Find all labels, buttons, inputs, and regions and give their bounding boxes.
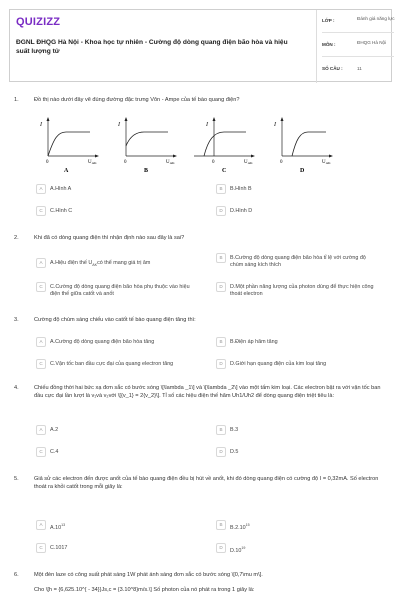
option-letter: D	[216, 359, 226, 369]
option-text: B.3	[230, 426, 239, 433]
option-text: C.Hình C	[50, 207, 73, 214]
option-letter: C	[36, 543, 46, 553]
option-text: B.Điện áp hãm tăng	[230, 338, 278, 345]
question-text: Cường độ chùm sáng chiếu vào catốt tế bào quang điện tăng thì:	[34, 317, 196, 323]
origin-label: 0	[212, 160, 215, 165]
option-text: D.Một phần năng lượng của photon dùng để thực hiện công thoát electron	[230, 283, 374, 297]
question-text: Một đèn laze có công suất phát sáng 1W phát ánh sáng đơn sắc có bước sóng \[0,7\mu m\].	[34, 572, 263, 578]
option-letter: B	[216, 337, 226, 347]
option-text: $D.10^{19}$	[230, 545, 246, 554]
option-text: D.Hình D	[230, 207, 253, 214]
option-letter: B	[216, 253, 226, 263]
axis-y-label: I	[274, 122, 276, 128]
axis-x-label: $U_{AK}$	[322, 160, 331, 165]
subject-label: MÔN :	[322, 42, 336, 47]
graph-label-a: A	[64, 168, 69, 174]
worksheet-title: ĐGNL ĐHQG Hà Nội - Khoa học tự nhiên - Cường độ dòng quang điện bão hòa và hiệu suất lượng tử	[16, 39, 288, 55]
option-text: B.Hình B	[230, 185, 252, 192]
option-letter: D	[216, 543, 226, 553]
meta-divider	[322, 32, 394, 33]
graph-b	[117, 117, 177, 174]
graph-c	[194, 117, 255, 174]
quizizz-logo: QUIZIZZ	[16, 16, 61, 28]
option-text: D.Giới hạn quang điện của kim loại tăng	[230, 360, 327, 367]
option-text: A.Cường độ dòng quang điện bão hòa tăng	[50, 338, 155, 345]
option-text: B.Cường độ dòng quang điện bão hòa tỉ lệ với cường độ chùm sáng kích thích	[230, 254, 366, 268]
origin-label: 0	[46, 160, 49, 165]
iv-graphs-figure	[36, 116, 336, 174]
axis-y-label: I	[118, 122, 120, 128]
question-text: Cho \[h = {6,625.10^{ - 34}}Js,c = {3.10^8}m/s.\] Số photon của nó phát ra trong 1 giây là:	[34, 587, 255, 593]
subject-value: ĐHQG Hà Nội	[357, 40, 387, 45]
option-letter: A	[36, 520, 46, 530]
option-text: A.2	[50, 426, 59, 433]
graph-label-c: C	[222, 168, 227, 174]
option-text: D.5	[230, 448, 239, 455]
axis-x-label: $U_{AK}$	[244, 160, 253, 165]
option-letter: D	[216, 447, 226, 457]
meta-divider	[322, 56, 394, 57]
graph-a	[39, 117, 99, 174]
class-label: LỚP :	[322, 18, 335, 23]
option-letter: C	[36, 206, 46, 216]
question-number: 5.	[14, 476, 19, 482]
origin-label: 0	[280, 160, 283, 165]
question-count-label: SỐ CÂU :	[322, 66, 343, 71]
question-number: 4.	[14, 385, 19, 391]
axis-x-label: $U_{AK}$	[166, 160, 175, 165]
option-text: C.Vận tốc ban đầu cực đại của quang electron tăng	[50, 360, 174, 367]
option-letter: B	[216, 520, 226, 530]
graph-label-b: B	[144, 168, 149, 174]
class-value: Đánh giá năng lực	[357, 16, 395, 21]
worksheet-header	[9, 9, 395, 82]
option-letter: A	[36, 425, 46, 435]
option-letter: A	[36, 184, 46, 194]
axis-x-label: $U_{AK}$	[88, 160, 97, 165]
option-letter: C	[36, 447, 46, 457]
option-letter: D	[216, 282, 226, 292]
question-number: 6.	[14, 572, 19, 578]
option-letter: A	[36, 337, 46, 347]
header-divider	[316, 10, 317, 83]
option-text: B.2.10$^{15}$	[230, 522, 250, 531]
question-count-value: 11	[357, 66, 362, 71]
graph-label-d: D	[300, 168, 305, 174]
question-number: 1.	[14, 97, 19, 103]
option-letter: B	[216, 184, 226, 194]
question-text: Giả sử các electron đến được anốt của tế bào quang điện đều bị hút về anốt, khi đó dòng quang điện có cường độ I = 0,32mA. Số electron thoát ra khỏi catốt trong mỗi giây là:	[34, 476, 379, 490]
axis-y-label: I	[206, 122, 208, 128]
question-number: 3.	[14, 317, 19, 323]
option-letter: A	[36, 258, 46, 268]
origin-label: 0	[124, 160, 127, 165]
graph-d	[273, 117, 333, 174]
option-text: C.1017	[50, 544, 68, 551]
question-number: 2.	[14, 235, 19, 241]
option-letter: B	[216, 425, 226, 435]
option-text: $A.10^{13}$	[50, 522, 66, 531]
option-letter: C	[36, 282, 46, 292]
option-letter: C	[36, 359, 46, 369]
question-text: Khi đã có dòng quang điện thì nhận định nào sau đây là sai?	[34, 235, 185, 241]
option-text: C.4	[50, 448, 59, 455]
option-letter: D	[216, 206, 226, 216]
option-text: A.Hiệu điện thế $U_{AK}có$ thể mang giá trị âm	[50, 259, 151, 267]
question-text: Đồ thị nào dưới đây vẽ đúng đường đặc trưng Vôn - Ampe của tế bào quang điện?	[34, 97, 240, 103]
question-text: Chiếu đồng thời hai bức xạ đơn sắc có bước sóng \[\lambda _1\] và \[\lambda _2\] vào một tấm kim loại. Các electron bật ra với vận tốc ban đầu cực đại lần lượt là v₁và v₂với \[{v_1} = 2{v_2}\]. Tỉ số các hiệu điện thế hãm Uh1/Uh2 để dòng quang điện triệt tiêu là:	[34, 385, 381, 399]
option-text: A.Hình A	[50, 185, 72, 192]
option-text: C.Cường độ dòng quang điện bão hòa phụ thuộc vào hiệu điện thế giữa catốt và anốt	[50, 283, 190, 297]
axis-y-label: I	[40, 122, 42, 128]
